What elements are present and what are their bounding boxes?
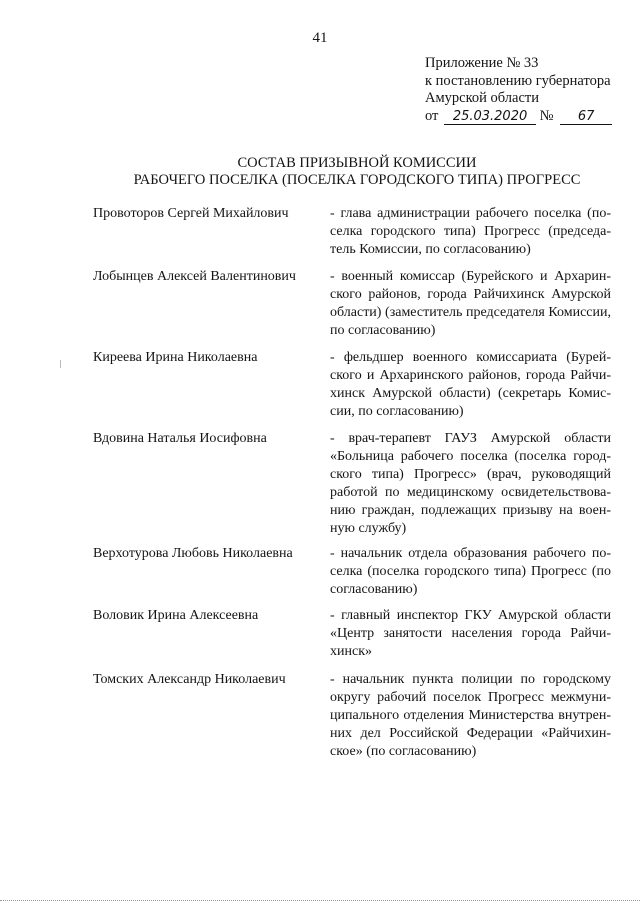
member-name: Вдовина Наталья Иосифовна	[93, 431, 267, 446]
document-title	[0, 155, 640, 189]
scan-margin-mark	[60, 360, 61, 368]
appendix-reference: к постановлению губернатора	[425, 72, 611, 89]
handwritten-number: 67	[560, 110, 612, 125]
title-line-2: РАБОЧЕГО ПОСЕЛКА (ПОСЕЛКА ГОРОДСКОГО ТИПА) ПРОГРЕСС	[133, 172, 581, 188]
member-name: Киреева Ирина Николаевна	[93, 350, 258, 365]
member-name: Воловик Ирина Алексеевна	[93, 608, 259, 623]
scan-bottom-edge	[0, 900, 640, 902]
appendix-date-row	[425, 108, 635, 126]
member-name: Провоторов Сергей Михайлович	[93, 206, 289, 221]
title-line-1: СОСТАВ ПРИЗЫВНОЙ КОМИССИИ	[237, 155, 477, 171]
handwritten-date: 25.03.2020	[444, 110, 536, 125]
member-role: - начальник пункта полиции по городскому округу рабочий поселок Прогресс межмуниципального отделения Министерства внутренних дел Российской Федерации «Райчихинское» (по согласованию)	[330, 672, 611, 759]
member-name: Верхотурова Любовь Николаевна	[93, 546, 293, 561]
member-role: - начальник отдела образования рабочего поселка (поселка городского типа) Прогресс (по согласованию)	[330, 546, 611, 597]
number-prefix: №	[539, 107, 554, 124]
member-role: - военный комиссар (Бурейского и Архаринского районов, города Райчихинск Амурской области) (заместитель председателя Комиссии, по согласованию)	[330, 269, 611, 338]
page-number: 41	[312, 30, 328, 46]
member-role: - фельдшер военного комиссариата (Бурейского и Архаринского районов, города Райчихинск Амурской области) (секретарь Комиссии, по согласованию)	[330, 350, 611, 419]
appendix-region: Амурской области	[425, 90, 539, 106]
date-prefix: от	[425, 107, 439, 124]
member-name: Томских Александр Николаевич	[93, 672, 286, 687]
member-role: - врач-терапевт ГАУЗ Амурской области «Больница рабочего поселка (поселка городского типа) Прогресс» (врач, руководящий работой по медицинскому освидетельствованию граждан, подлежащих призыву на военную службу)	[330, 431, 611, 536]
member-role: - главный инспектор ГКУ Амурской области «Центр занятости населения города Райчихинск»	[330, 608, 611, 659]
appendix-block	[425, 55, 635, 125]
member-role: - глава администрации рабочего поселка (поселка городского типа) Прогресс (председатель Комиссии, по согласованию)	[330, 206, 611, 257]
appendix-title: Приложение № 33	[425, 55, 539, 71]
member-name: Лобынцев Алексей Валентинович	[93, 269, 296, 284]
